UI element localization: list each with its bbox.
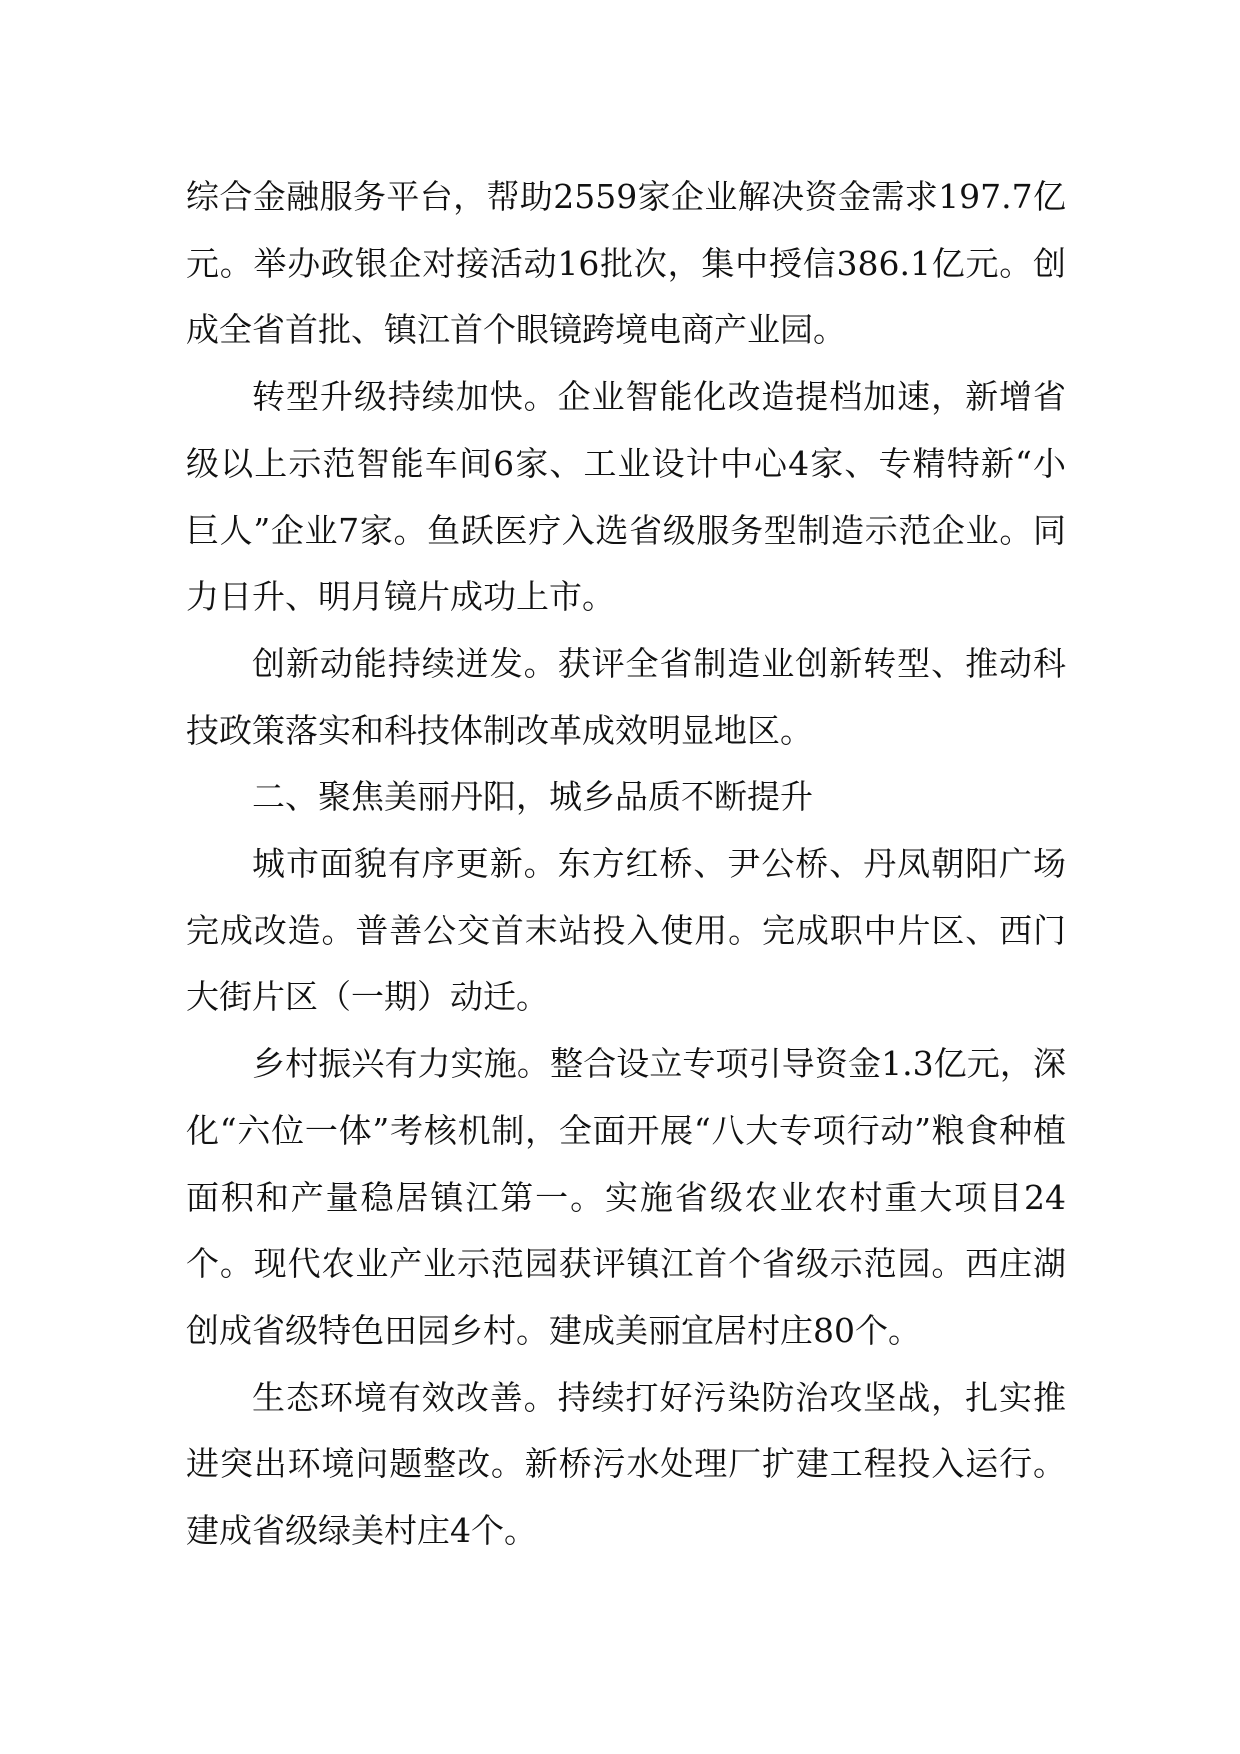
document-body [186,164,1066,1565]
paragraph-urban-renewal: 城市面貌有序更新。东方红桥、尹公桥、丹凤朝阳广场完成改造。普善公交首末站投入使用。完成职中片区、西门大街片区（一期）动迁。 [186,844,1066,1017]
paragraph-innovation-momentum: 创新动能持续迸发。获评全省制造业创新转型、推动科技政策落实和科技体制改革成效明显地区。 [186,643,1066,750]
paragraph-transformation-upgrade: 转型升级持续加快。企业智能化改造提档加速，新增省级以上示范智能车间6家、工业设计中心4家、专精特新“小巨人”企业7家。鱼跃医疗入选省级服务型制造示范企业。同力日升、明月镜片成功上市。 [186,377,1066,617]
paragraph-rural-revitalization: 乡村振兴有力实施。整合设立专项引导资金1.3亿元，深化“六位一体”考核机制，全面开展“八大专项行动”粮食种植面积和产量稳居镇江第一。实施省级农业农村重大项目24个。现代农业产业示范园获评镇江首个省级示范园。西庄湖创成省级特色田园乡村。建成美丽宜居村庄80个。 [186,1044,1066,1350]
paragraph-finance-platform: 综合金融服务平台，帮助2559家企业解决资金需求197.7亿元。举办政银企对接活动16批次，集中授信386.1亿元。创成全省首批、镇江首个眼镜跨境电商产业园。 [186,177,1066,350]
section-heading-beautiful-danyang: 二、聚焦美丽丹阳，城乡品质不断提升 [252,777,813,817]
paragraph-ecological-environment: 生态环境有效改善。持续打好污染防治攻坚战，扎实推进突出环境问题整改。新桥污水处理厂扩建工程投入运行。建成省级绿美村庄4个。 [186,1377,1066,1551]
